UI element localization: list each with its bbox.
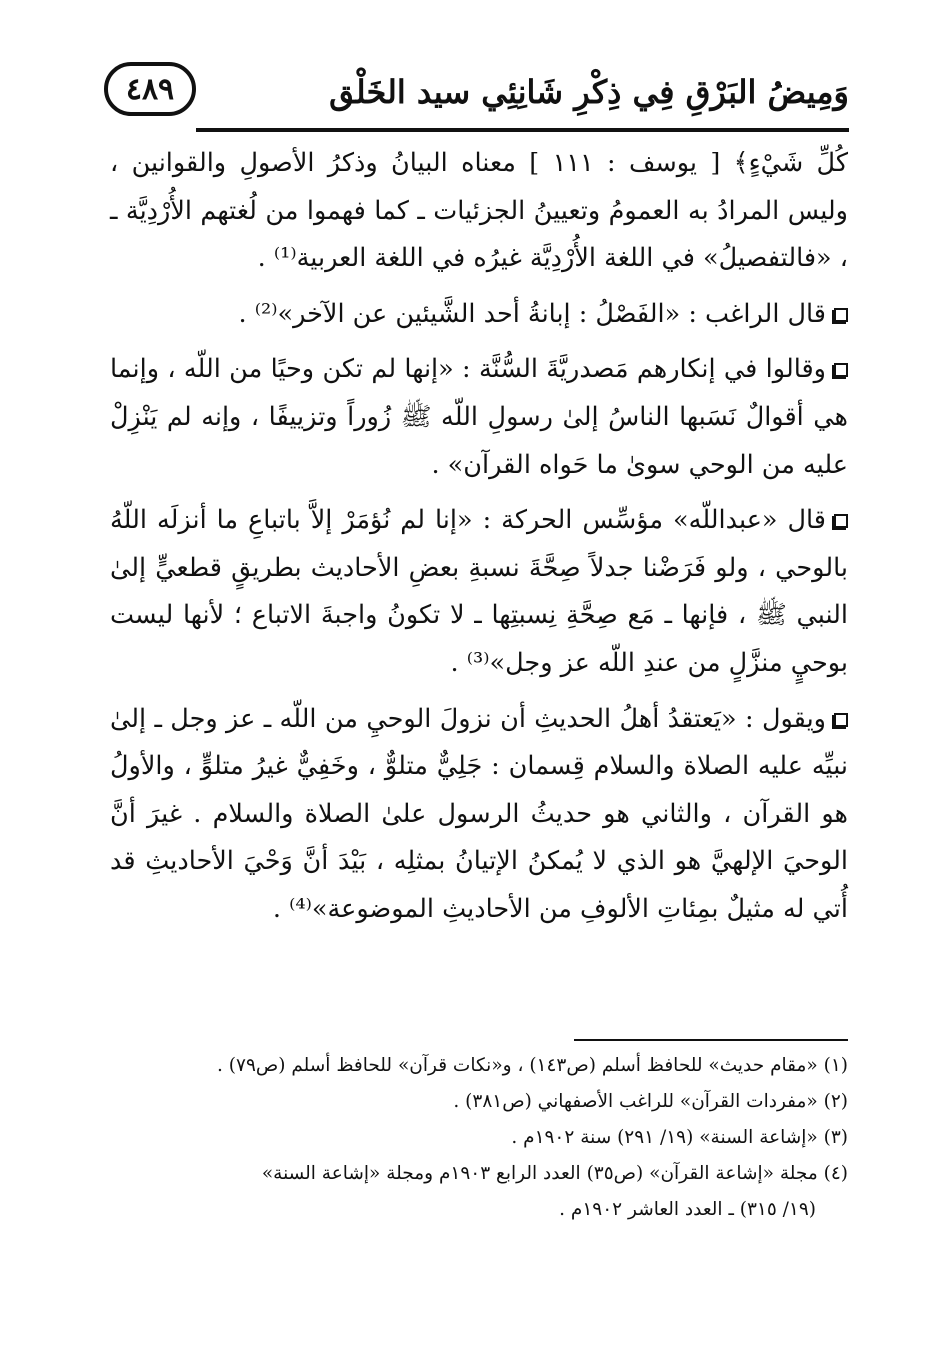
footnote-4: (٤) مجلة «إشاعة القرآن» (ص٣٥) العدد الرابع ١٩٠٣م ومجلة «إشاعة السنة» [261, 1163, 848, 1184]
footnote-4-continuation: (١٩/ ٣١٥) ـ العدد العاشر ١٩٠٢م . [559, 1199, 816, 1220]
paragraph-text: قال «عبداللّه» مؤسِّس الحركة : «إنا لم نُؤمَرْ إلاَّ باتباعِ ما أنزلَه اللّهُ بالوحي ، ولو فَرَضْنا جدلاً صِحَّةَ نسبةِ بعضِ الأحاديث بطريقٍ قطعيٍّ إلىٰ النبي ﷺ ، فإنها ـ مَع صِحَّةِ نِسبتِها ـ لا تكونُ واجبةَ الاتباع ؛ لأنها ليست بوحيٍ منزَّلٍ من عندِ اللّه عز وجل»⁽³⁾ . [110, 505, 848, 678]
main-text [110, 140, 848, 942]
square-bullet-icon [834, 308, 848, 322]
page-header [104, 56, 849, 134]
footnotes [110, 1048, 848, 1228]
square-bullet-icon [834, 514, 848, 528]
footnote-3: (٣) «إشاعة السنة» (١٩/ ٢٩١) سنة ١٩٠٢م . [511, 1127, 848, 1148]
paragraph-text: قال الراغب : «الفَصْلُ : إبانةُ أحد الشَّيئين عن الآخر»⁽²⁾ . [238, 298, 826, 329]
square-bullet-icon [834, 713, 848, 727]
paragraph-abdullah-quote [110, 497, 848, 687]
running-title: وَمِيضُ البَرْقِ فِي ذِكْرِ شَانِئِي سيد الخَلْق [329, 73, 849, 111]
paragraph-continuation: كُلِّ شَيْءٍ﴾ [ يوسف : ١١١ ] معناه البيانُ وذكرُ الأصولِ والقوانين ، وليس المرادُ به العمومُ وتعيينُ الجزئيات ـ كما فهموا من لُغتهم الأُرْدِيَّة ـ ، «فالتفصيلُ» في اللغة الأُرْدِيَّة غيرُه في اللغة العربية⁽¹⁾ . [110, 148, 848, 274]
page-number-badge: ٤٨٩ [104, 62, 196, 116]
footnote-1: (١) «مقام حديث» للحافظ أسلم (ص١٤٣) ، و«نكات قرآن» للحافظ أسلم (ص٧٩) . [217, 1055, 848, 1076]
paragraph-text: ويقول : «يَعتقدُ أهلُ الحديثِ أن نزولَ الوحيِ من اللّه ـ عز وجل ـ إلىٰ نبيِّه عليه الصلاة والسلام قِسمان : جَلِيٌّ متلوٌّ ، وخَفِيٌّ غيرُ متلوٍّ ، والأولُ هو القرآن ، والثاني هو حديثُ الرسول علىٰ الصلاة والسلام . غيرَ أنَّ الوحيَ الإلهيَّ هو الذي لا يُمكنُ الإتيانُ بمثلِه ، بَيْدَ أنَّ وَحْيَ الأحاديثِ قد أُتي له مثيلٌ بمِئاتِ الألوفِ من الأحاديثِ الموضوعة»⁽⁴⁾ . [110, 703, 848, 924]
paragraph-revelation-types [110, 696, 848, 934]
footnote-rule [574, 1039, 848, 1041]
paragraph-text: وقالوا في إنكارهم مَصدريَّةَ السُّنَّة : «إنها لم تكن وحيًا من اللّه ، وإنما هي أقوالٌ نَسَبها الناسُ إلىٰ رسولِ اللّه ﷺ زُوراً وتزييفًا ، وإنه لم يَنْزِلْ عليه من الوحي سوىٰ ما حَواه القرآن» . [110, 354, 848, 480]
footnote-2: (٢) «مفردات القرآن» للراغب الأصفهاني (ص٣٨١) . [453, 1091, 848, 1112]
square-bullet-icon [834, 363, 848, 377]
paragraph-sunnah-denial [110, 346, 848, 489]
header-rule [196, 128, 849, 132]
paragraph-raghib-quote [110, 291, 848, 339]
